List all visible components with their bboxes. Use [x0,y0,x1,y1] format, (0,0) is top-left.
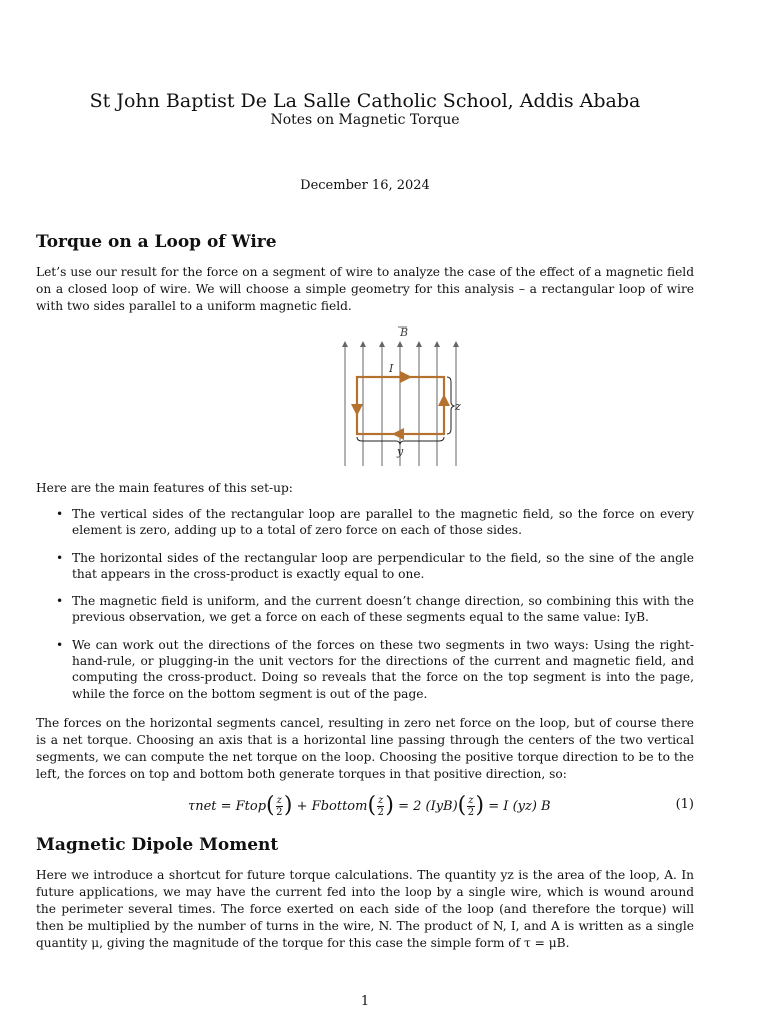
fraction-numerator: z [468,794,474,806]
torque-equation: τnet = Ftop ( $\frac{z}{2}$ ) + Fbottom ( $\frac{z}{2}$ ) = 2 (IyB) ( $\frac{z}{2}$ ) = I (yz) B (1) [188,793,694,818]
fraction-numerator: z [276,794,282,806]
equation-lhs: τnet = Ftop [188,798,267,814]
list-item: • The magnetic field is uniform, and the current doesn’t change direction, so combining this with the previous observation, we get a force on each of these segments equal to the same value: IyB. [36,593,694,626]
list-item: • We can work out the directions of the forces on these two segments in two ways: Using the right-hand-rule, or plugging-in the unit vectors for the directions of the current and magnetic field, and computing the cross-product. Doing so reveals that the force on the top segment is into the page, while the force on the bottom segment is out of the page. [36,637,694,702]
conclusion-paragraph: The forces on the horizontal segments cancel, resulting in zero net force on the loop, but of course there is a net torque. Choosing an axis that is a horizontal line passing through the centers of the two vertical segments, we can compute the net torque on the loop. Choosing the positive torque direction to be to the left, the forces on top and bottom both generate torques in that positive direction, so: [36,716,694,781]
current-label: I [389,362,394,375]
equation-plus-term: + Fbottom [296,798,368,814]
page-number: 1 [360,994,370,1009]
intro-paragraph: Let’s use our result for the force on a segment of wire to analyze the case of the effect of a magnetic field on a closed loop of wire. We will choose a simple geometry for this analysis – a rectangular loop of wire with two sides parallel to a uniform magnetic field. [36,265,694,313]
section-heading-torque: Torque on a Loop of Wire [36,232,277,252]
list-item: • The vertical sides of the rectangular loop are parallel to the magnetic field, so the force on every element is zero, adding up to a total of zero force on each of those sides. [36,506,694,539]
features-intro: Here are the main features of this set-up: [36,481,293,495]
document-subtitle: Notes on Magnetic Torque [270,112,460,128]
equation-number: (1) [675,797,694,812]
height-brace [447,377,454,434]
fraction-denominator: 2 [467,806,475,818]
fraction-numerator: z [378,794,384,806]
school-title: St John Baptist De La Salle Catholic School, Addis Ababa [89,90,641,112]
list-item: • The horizontal sides of the rectangular loop are perpendicular to the field, so the sine of the angle that appears in the cross-product is exactly equal to one. [36,550,694,583]
fraction-denominator: 2 [377,806,384,818]
dipole-paragraph: Here we introduce a shortcut for future torque calculations. The quantity yz is the area of the loop, A. In future applications, we may have the current fed into the loop by a single wire, which is wound around the perimeter several times. The force exerted on each side of the loop (and therefore the torque) will then be multiplied by the number of turns in the wire, N. The product of N, I, and A is written as a single quantity μ, giving the magnitude of the torque for this case the simple form of τ = μB. [36,868,694,950]
equation-result: = I (yz) B [488,798,551,814]
field-label: B [400,326,409,339]
loop-diagram [298,322,478,472]
features-list [36,506,694,713]
height-label: z [455,400,461,413]
equation-middle: = 2 (IyB) [398,798,458,814]
document-date: December 16, 2024 [300,178,430,193]
width-label: y [397,445,404,458]
fraction-denominator: 2 [276,806,283,818]
section-heading-dipole: Magnetic Dipole Moment [36,835,279,855]
